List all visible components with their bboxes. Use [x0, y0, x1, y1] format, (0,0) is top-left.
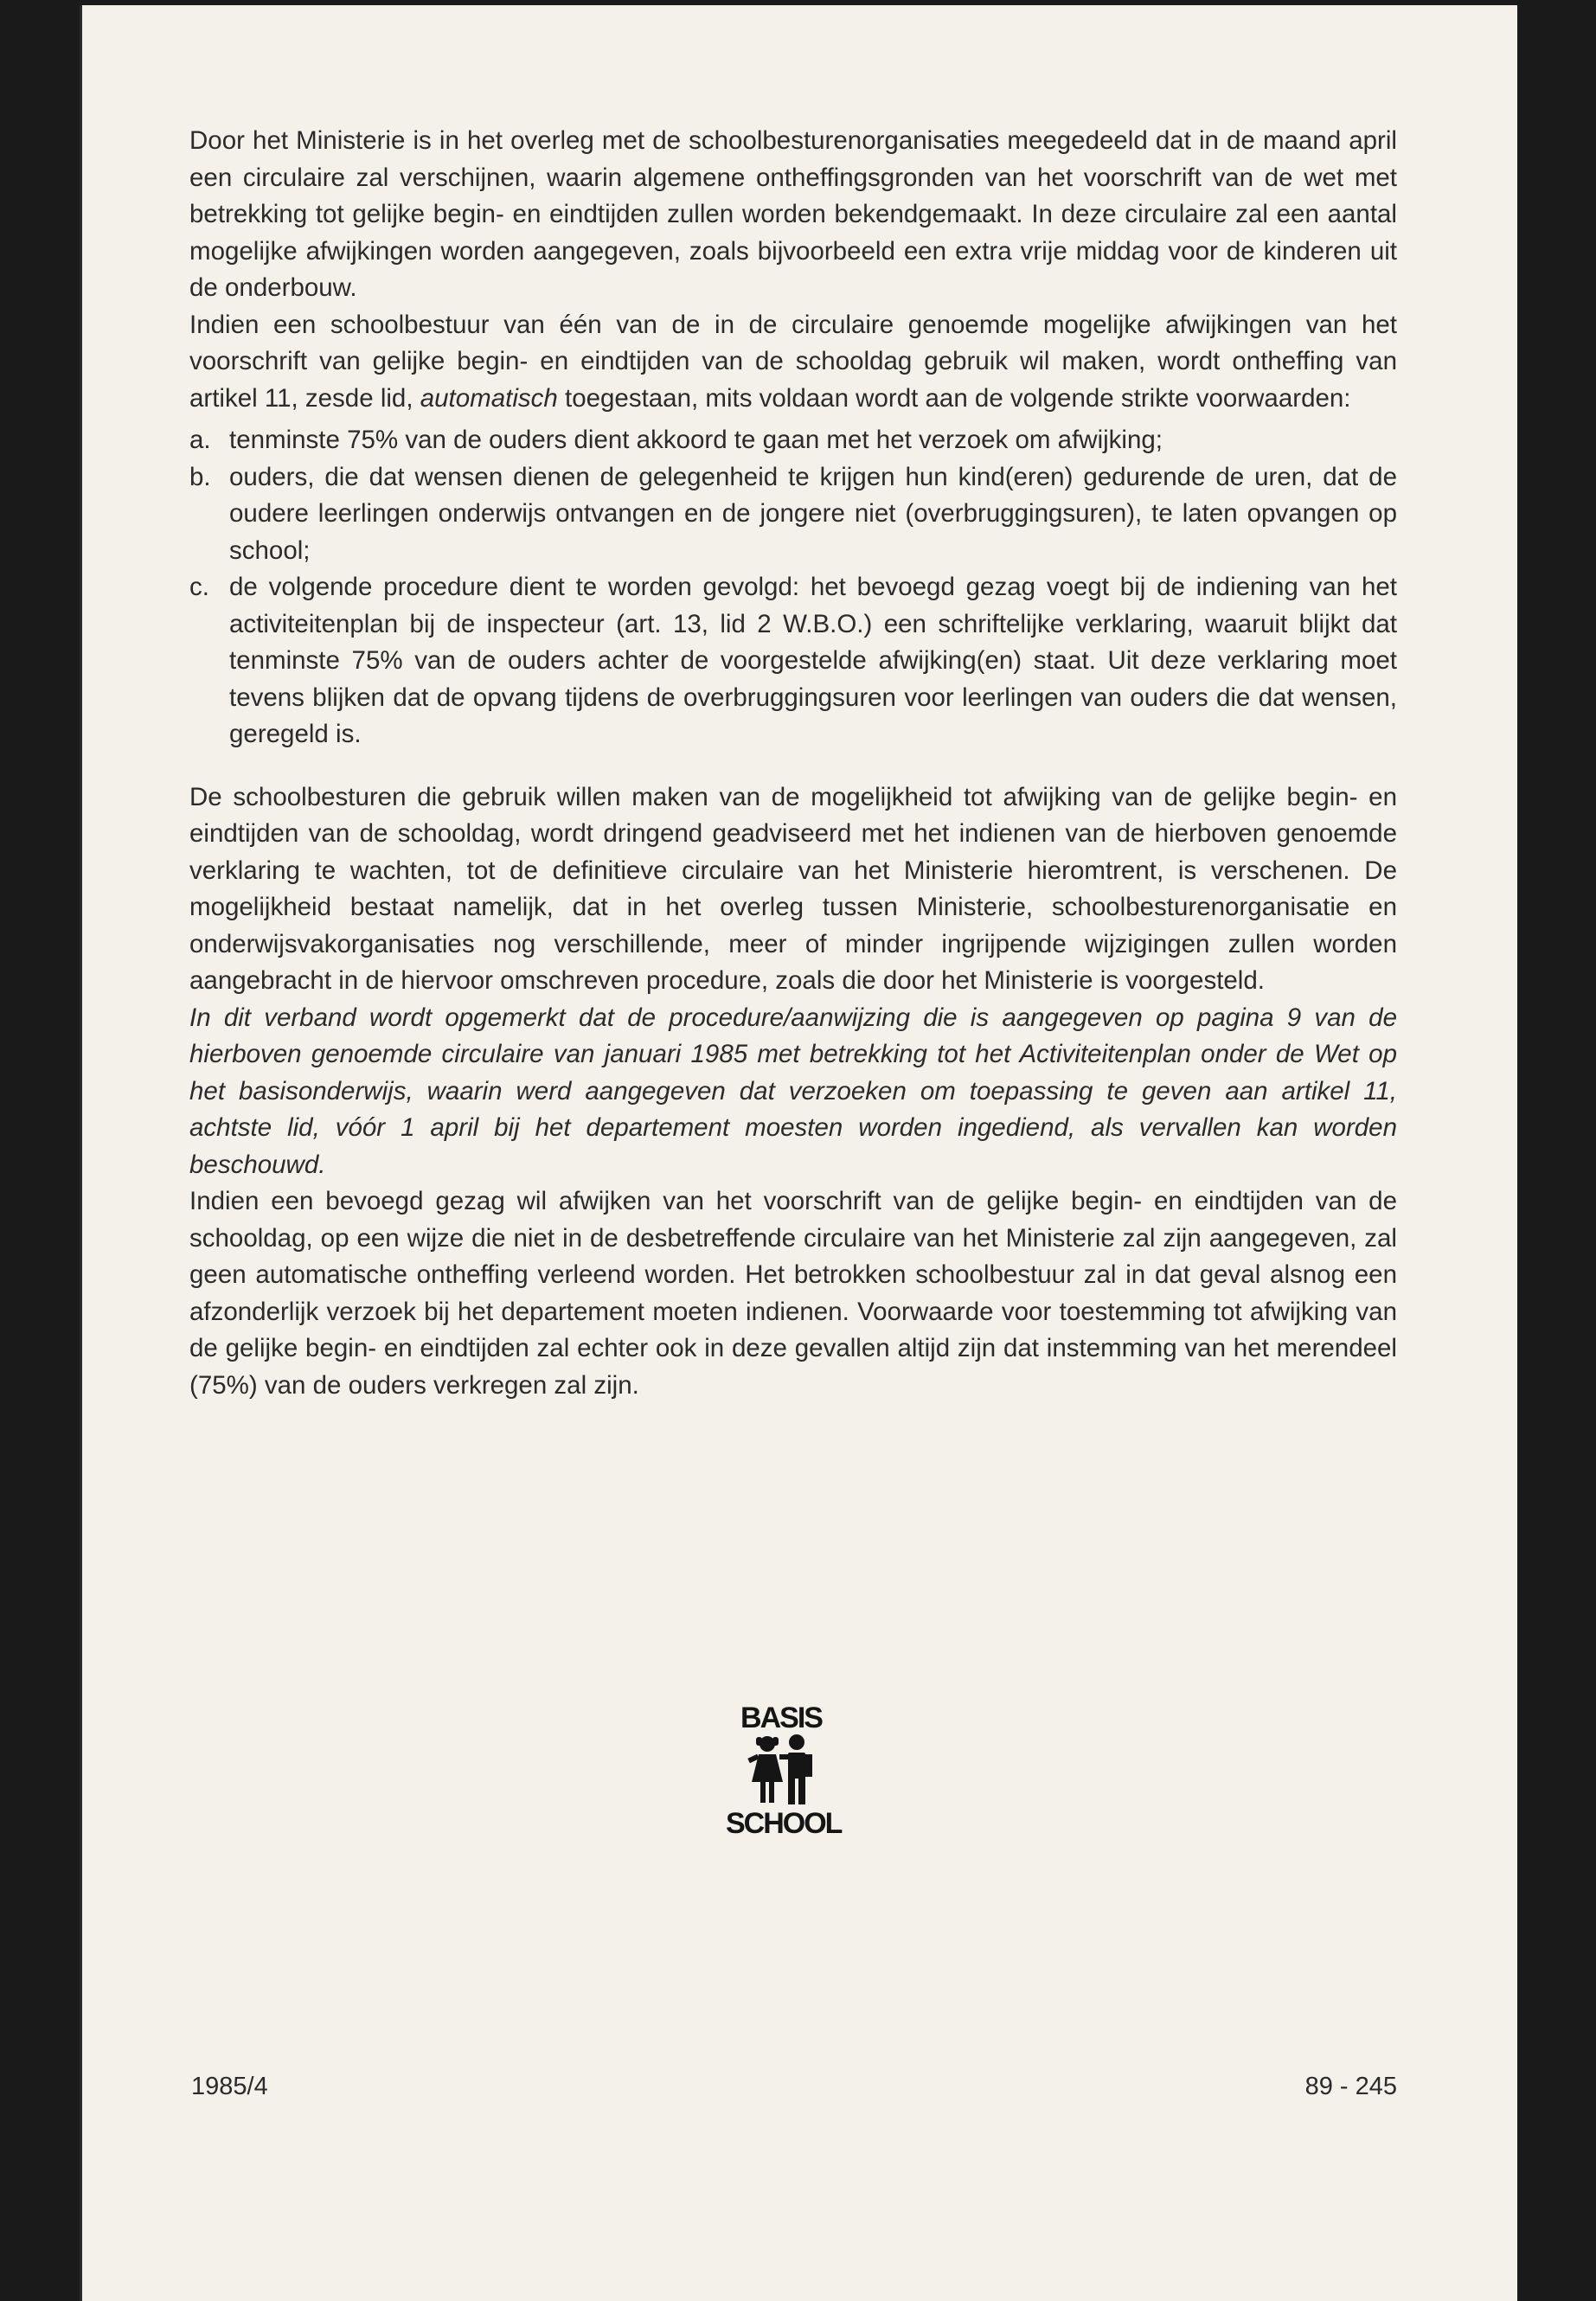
list-text: tenminste 75% van de ouders dient akkoord te gaan met het verzoek om afwijking; — [229, 426, 1163, 454]
logo-top-word: BASIS — [740, 1702, 822, 1734]
condition-text-1: Indien een schoolbestuur van één van de in de circulaire genoemde mogelijke afwijkingen van het voorschrift van gelijke begin- en eindtijden van de schooldag gebruik wil maken, wordt ontheffing van artikel 11, zesde lid, — [189, 310, 1397, 413]
intro-paragraph: Door het Ministerie is in het overleg met de schoolbesturenorganisaties meegedeeld dat in de maand april een circulaire zal verschijnen, waarin algemene ontheffingsgronden van het voorschrift van de wet met betrekking tot gelijke begin- en eindtijden zullen worden bekendgemaakt. In deze circulaire zal een aantal mogelijke afwijkingen worden aangegeven, zoals bijvoorbeeld een extra vrije middag voor de kinderen uit de onderbouw. — [189, 126, 1397, 302]
basisschool-logo — [726, 1702, 842, 1840]
body-text — [189, 123, 1397, 1404]
list-marker: b. — [189, 462, 211, 491]
closing-paragraph: Indien een bevoegd gezag wil afwijken van het voorschrift van de gelijke begin- en eindtijden van de schooldag, op een wijze die niet in de desbetreffende circulaire van het Ministerie zal zijn aangegeven, zal geen automatische ontheffing verleend worden. Het betrokken schoolbestuur zal in dat geval alsnog een afzonderlijk verzoek bij het departement moeten indienen. Voorwaarde voor toestemming tot afwijking van de gelijke begin- en eindtijden zal echter ook in deze gevallen altijd zijn dat instemming van het merendeel (75%) van de ouders verkregen zal zijn. — [189, 1187, 1397, 1400]
condition-emphasis: automatisch — [420, 383, 558, 413]
logo-bottom-word: SCHOOL — [726, 1807, 842, 1840]
italic-note-paragraph: In dit verband wordt opgemerkt dat de procedure/aanwijzing die is aangegeven op pagina 9 van de hierboven genoemde circulaire van januari 1985 met betrekking tot het Activiteitenplan onder de Wet op het basisonderwijs, waarin werd aangegeven dat verzoeken om toepassing te geven aan artikel 11, achtste lid, vóór 1 april bij het departement moesten worden ingediend, als vervallen kan worden beschouwd. — [189, 1003, 1397, 1179]
issue-number: 1985/4 — [191, 2073, 268, 2100]
list-item — [189, 569, 1397, 753]
conditions-list — [189, 422, 1397, 753]
list-marker: a. — [189, 426, 211, 454]
condition-paragraph — [189, 307, 1397, 418]
document-page — [80, 5, 1517, 2301]
list-marker: c. — [189, 573, 209, 601]
advice-paragraph: De schoolbesturen die gebruik willen maken van de mogelijkheid tot afwijking van de gelijke begin- en eindtijden van de schooldag, wordt dringend geadviseerd met het indienen van de hierboven genoemde verklaring te wachten, tot de definitieve circulaire van het Ministerie hieromtrent, is verschenen. De mogelijkheid bestaat namelijk, dat in het overleg tussen Ministerie, schoolbesturenorganisatie en onderwijsvakorganisaties nog verschillende, meer of minder ingrijpende wijzigingen zullen worden aangebracht in de hiervoor omschreven procedure, zoals die door het Ministerie is voorgesteld. — [189, 782, 1397, 995]
list-text: de volgende procedure dient te worden gevolgd: het bevoegd gezag voegt bij de indiening van het activiteitenplan bij de inspecteur (art. 13, lid 2 W.B.O.) een schriftelijke verklaring, waaruit blijkt dat tenminste 75% van de ouders achter de voorgestelde afwijking(en) staat. Uit deze verklaring moet tevens blijken dat de opvang tijdens de overbruggingsuren voor leerlingen van ouders die dat wensen, geregeld is. — [229, 573, 1397, 748]
condition-text-2: toegestaan, mits voldaan wordt aan de volgende strikte voorwaarden: — [557, 383, 1351, 413]
page-number: 89 - 245 — [1304, 2073, 1397, 2100]
paragraph-gap — [189, 753, 1397, 779]
list-text: ouders, die dat wensen dienen de gelegenheid te krijgen hun kind(eren) gedurende de uren, dat de oudere leerlingen onderwijs ontvangen en de jongere niet (overbruggingsuren), te laten opvangen op school; — [229, 462, 1397, 565]
list-item — [189, 459, 1397, 570]
children-icon — [747, 1734, 816, 1808]
list-item — [189, 422, 1397, 459]
